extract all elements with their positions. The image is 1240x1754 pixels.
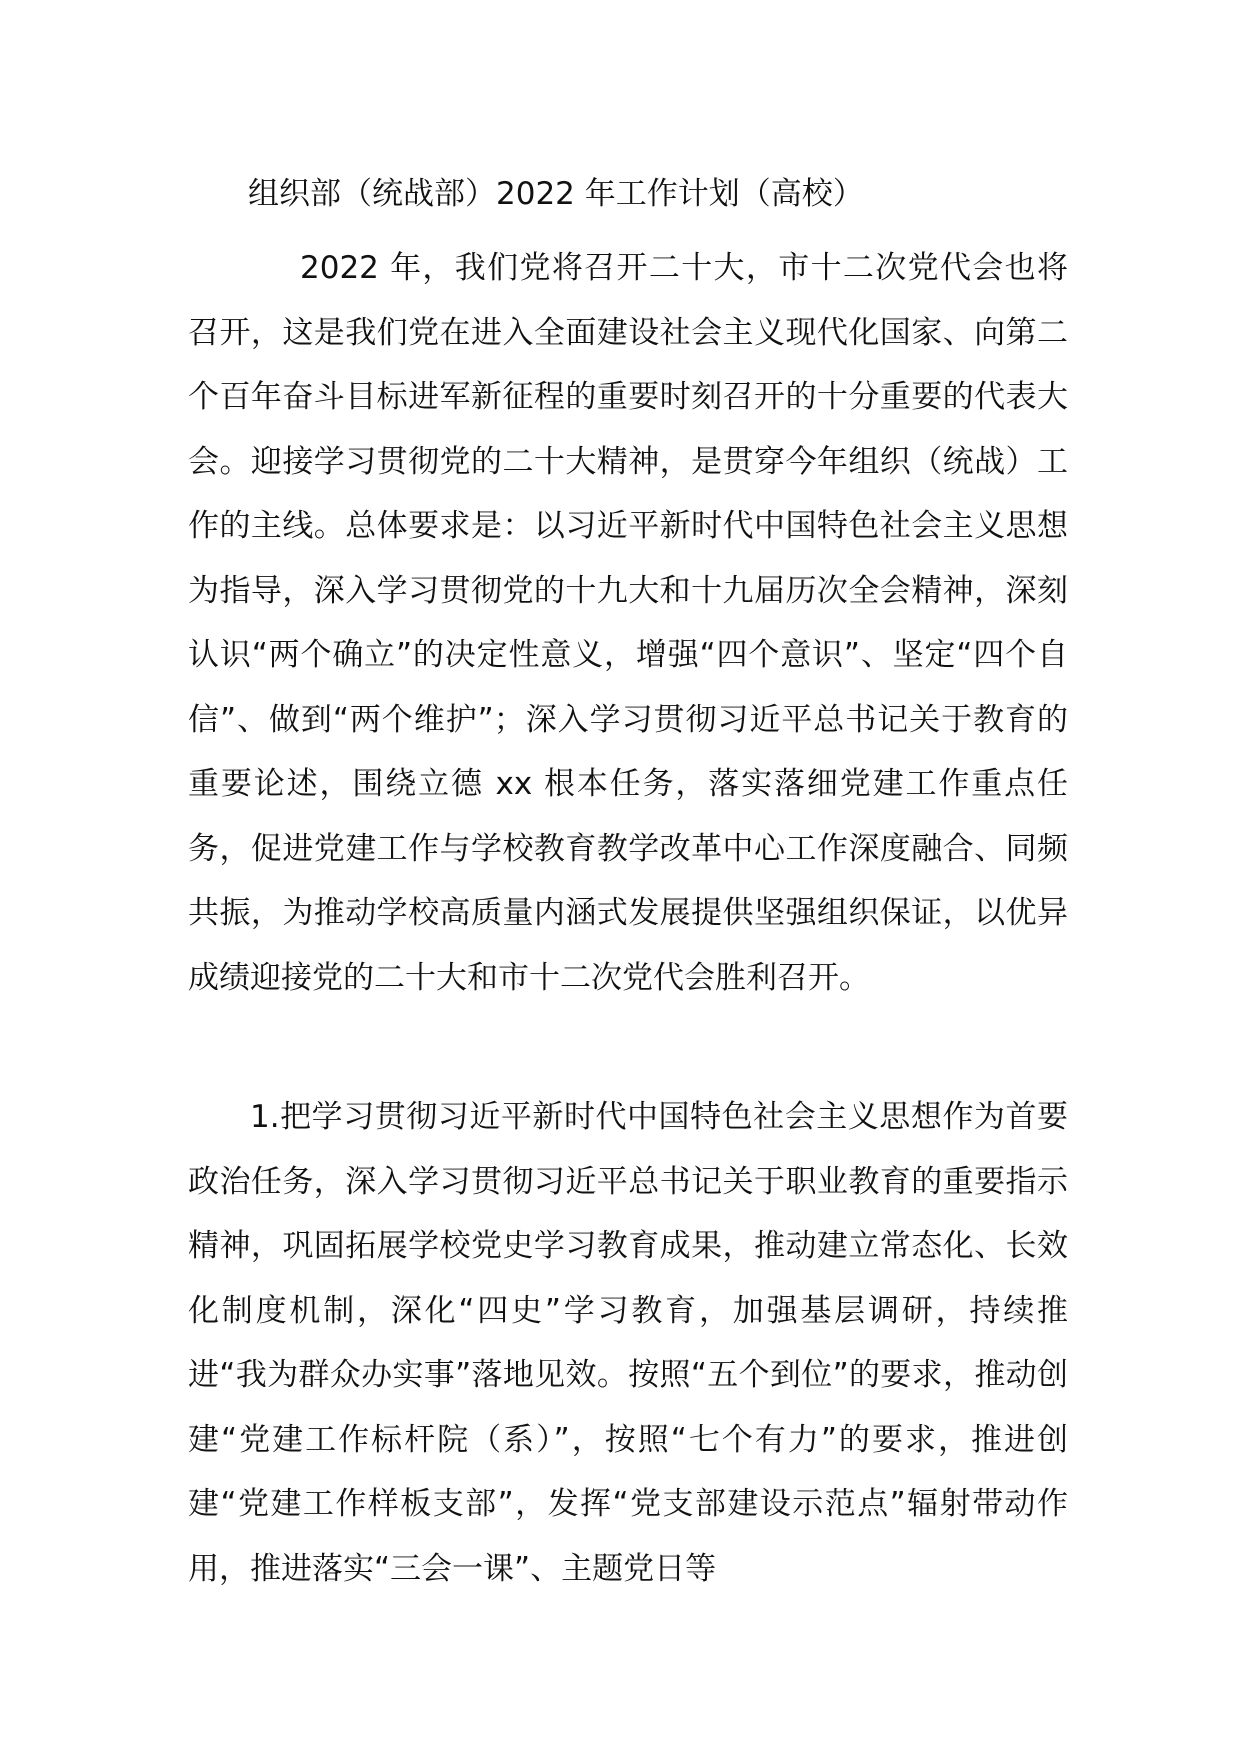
paragraph-intro: 2022 年，我们党将召开二十大，市十二次党代会也将召开，这是我们党在进入全面建设社会主义现代化国家、向第二个百年奋斗目标进军新征程的重要时刻召开的十分重要的代表大会。迎接学习贯彻党的二十大精神，是贯穿今年组织（统战）工作的主线。总体要求是：以习近平新时代中国特色社会主义思想为指导，深入学习贯彻党的十九大和十九届历次全会精神，深刻认识“两个确立”的决定性意义，增强“四个意识”、坚定“四个自信”、做到“两个维护”；深入学习贯彻习近平总书记关于教育的重要论述，围绕立德 xx 根本任务，落实落细党建工作重点任务，促进党建工作与学校教育教学改革中心工作深度融合、同频共振，为推动学校高质量内涵式发展提供坚强组织保证，以优异成绩迎接党的二十大和市十二次党代会胜利召开。: [188, 250, 1068, 996]
paragraph-item-1: 1.把学习贯彻习近平新时代中国特色社会主义思想作为首要政治任务，深入学习贯彻习近平总书记关于职业教育的重要指示精神，巩固拓展学校党史学习教育成果，推动建立常态化、长效化制度机制，深化“四史”学习教育，加强基层调研，持续推进“我为群众办实事”落地见效。按照“五个到位”的要求，推动创建“党建工作标杆院（系）”，按照“七个有力”的要求，推进创建“党建工作样板支部”，发挥“党支部建设示范点”辐射带动作用，推进落实“三会一课”、主题党日等: [188, 1099, 1068, 1587]
document-title: 组织部（统战部）2022 年工作计划（高校）: [248, 176, 864, 212]
